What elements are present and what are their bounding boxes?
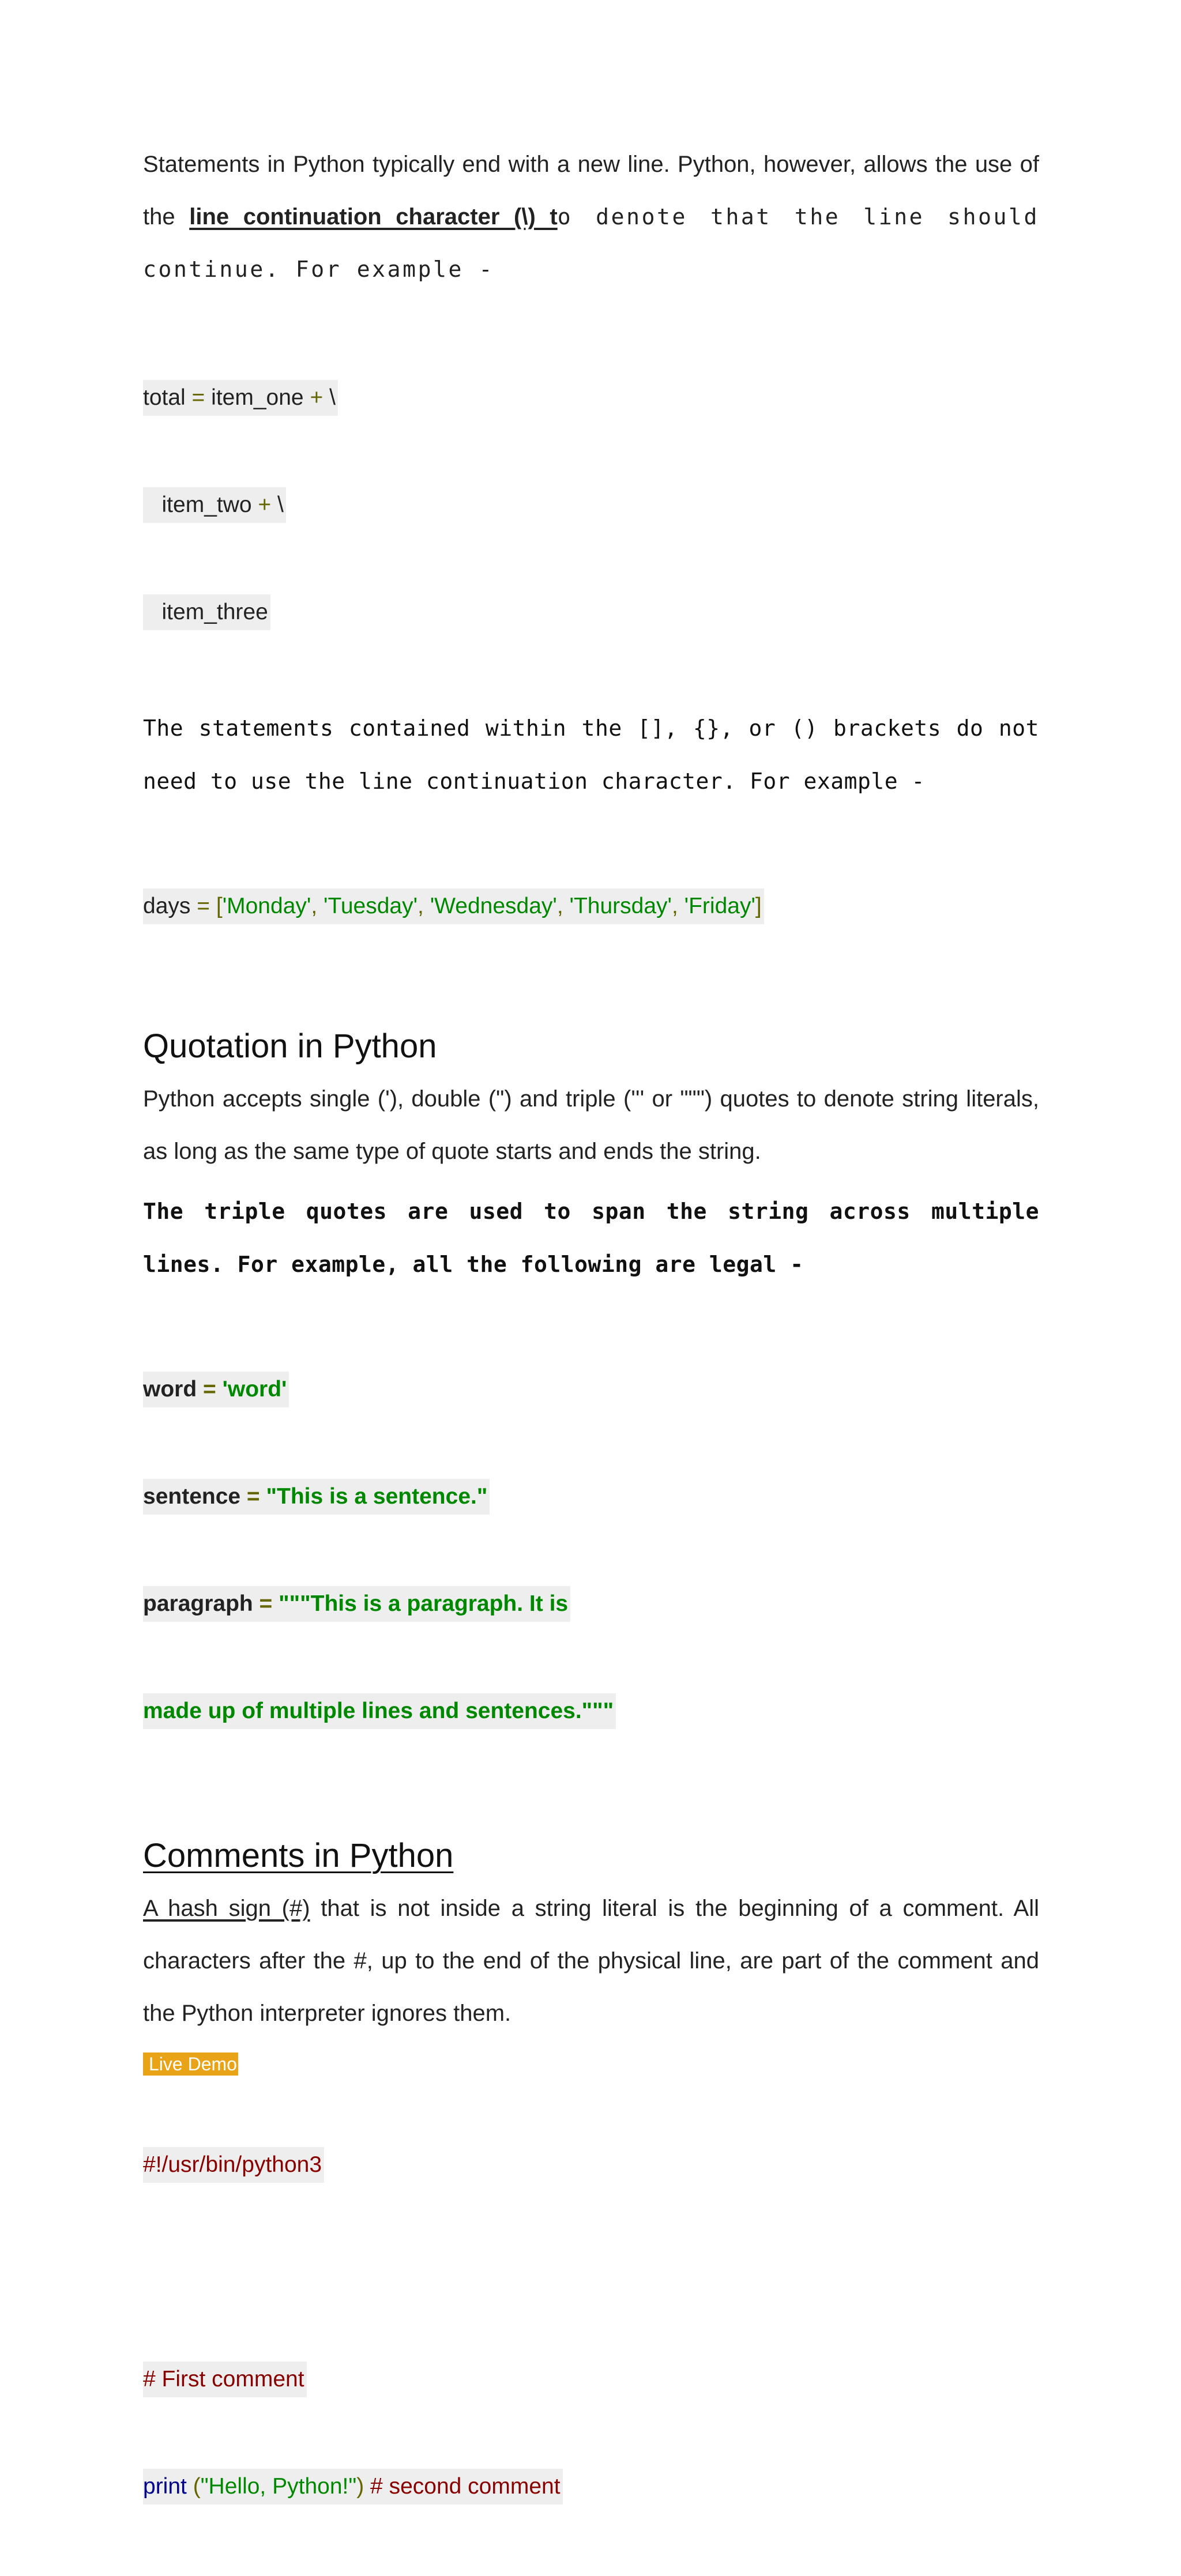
code-keyword: print — [143, 2474, 187, 2499]
code-bracket: [ — [216, 894, 223, 918]
code-identifier: item_three — [161, 600, 268, 624]
code-identifier: paragraph — [143, 1591, 253, 1616]
code-string: "Hello, Python!" — [200, 2474, 357, 2499]
line-continuation-link[interactable]: line continuation character (\) t — [189, 204, 558, 229]
code-line — [143, 2469, 563, 2505]
code-string: 'Thursday' — [569, 894, 672, 918]
intro-text: Statements in Python typically end with a new line. Python, however, allows the use of the — [143, 152, 1039, 229]
code-string: 'Friday' — [684, 894, 755, 918]
code-separator: , — [556, 894, 570, 918]
code-line — [143, 594, 270, 630]
code-operator: = — [240, 1484, 266, 1509]
code-paren: ) — [356, 2474, 364, 2499]
live-demo-wrapper — [143, 2052, 1039, 2076]
code-bracket: ] — [755, 894, 762, 918]
comments-heading: Comments in Python — [143, 1837, 454, 1874]
code-operator: = — [190, 894, 216, 918]
code-separator: , — [418, 894, 430, 918]
code-separator: , — [311, 894, 324, 918]
code-operator: + — [251, 492, 278, 517]
code-line — [143, 2147, 324, 2183]
code-backslash: \ — [329, 385, 336, 410]
intro-paragraph — [143, 138, 1039, 296]
triple-quotes-note: The triple quotes are used to span the string across multiple lines. For example, all the following are legal - — [143, 1199, 1039, 1277]
code-block-quotes — [143, 1300, 1039, 1801]
code-operator: = — [253, 1591, 279, 1616]
intro-mono-text: o denote that the line should continue. For example - — [143, 204, 1039, 282]
code-line — [143, 2362, 307, 2397]
code-operator: = — [185, 385, 212, 410]
code-identifier: word — [143, 1377, 197, 1402]
quotation-paragraph: Python accepts single ('), double (") and triple (''' or """) quotes to denote string literals, as long as the same type of quote starts and ends the string. — [143, 1086, 1039, 1164]
code-block-comments — [143, 2076, 1039, 2576]
code-comment: #!/usr/bin/python3 — [143, 2152, 322, 2177]
code-string: "This is a sentence." — [266, 1484, 488, 1509]
code-identifier: sentence — [143, 1484, 241, 1509]
document-page — [143, 138, 1039, 2576]
code-comment: # second comment — [364, 2474, 561, 2499]
code-separator: , — [671, 894, 684, 918]
code-line — [143, 380, 338, 416]
code-block-continuation — [143, 308, 1039, 702]
code-identifier: total — [143, 385, 186, 410]
code-paren: ( — [186, 2474, 201, 2499]
code-line — [143, 487, 286, 523]
code-comment: # First comment — [143, 2367, 304, 2392]
code-identifier: days — [143, 894, 191, 918]
code-string: made up of multiple lines and sentences.""" — [143, 1698, 614, 1723]
code-string: 'word' — [222, 1377, 287, 1402]
code-line — [143, 1586, 570, 1622]
code-string: """This is a paragraph. It is — [279, 1591, 569, 1616]
code-operator: + — [303, 385, 330, 410]
code-identifier: item_one — [211, 385, 304, 410]
code-blank-line — [143, 2254, 1039, 2290]
code-string: 'Wednesday' — [430, 894, 557, 918]
code-block-days — [143, 817, 1039, 996]
live-demo-button[interactable]: Live Demo — [143, 2052, 238, 2076]
code-string: 'Tuesday' — [324, 894, 418, 918]
code-identifier: item_two — [161, 492, 252, 517]
quotation-heading: Quotation in Python — [143, 1027, 437, 1065]
code-indent — [143, 492, 162, 517]
code-line — [143, 1479, 490, 1515]
hash-sign-link[interactable]: A hash sign (#) — [143, 1896, 310, 1921]
comments-paragraph — [143, 1882, 1039, 2040]
code-indent — [143, 600, 162, 624]
code-backslash: \ — [277, 492, 284, 517]
code-line — [143, 1372, 289, 1407]
comments-text: that is not inside a string literal is the beginning of a comment. All characters after the #, up to the end of the physical line, are part of the comment and the Python interpreter ignores them. — [143, 1896, 1039, 2026]
code-line — [143, 888, 764, 924]
code-operator: = — [197, 1377, 223, 1402]
brackets-note: The statements contained within the [], {}, or () brackets do not need to use the line continuation character. For example - — [143, 715, 1039, 794]
code-line — [143, 1693, 616, 1729]
code-string: 'Monday' — [222, 894, 311, 918]
